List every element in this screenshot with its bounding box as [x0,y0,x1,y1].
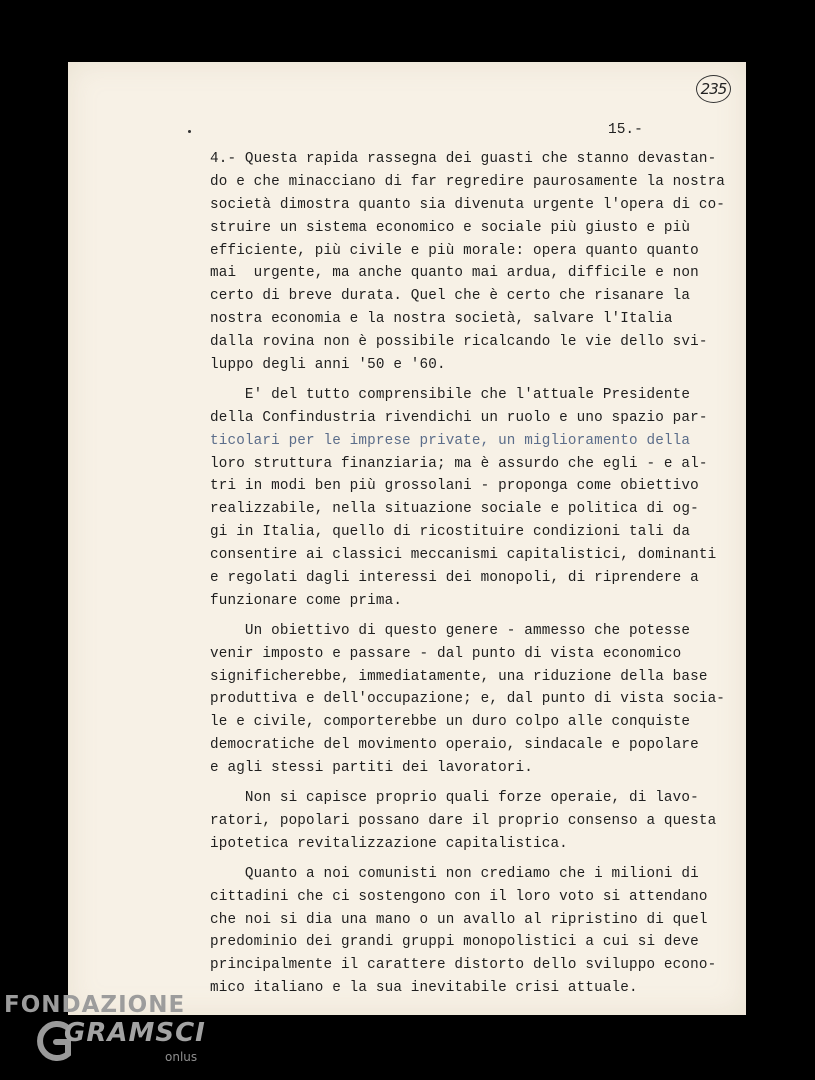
typewritten-body [210,148,740,1000]
document-page [68,62,746,1015]
text-line: mico italiano e la sua inevitabile crisi attuale. [210,980,638,997]
text-line: dalla rovina non è possibile ricalcando le vie dello svi- [210,334,708,351]
text-line: Quanto a noi comunisti non crediamo che i milioni di [210,865,699,882]
text-line: mai urgente, ma anche quanto mai ardua, difficile e non [210,265,699,282]
text-line: le e civile, comporterebbe un duro colpo alle conquiste [210,714,691,731]
text-line: Non si capisce proprio quali forze operaie, di lavo- [210,790,699,807]
text-line: società dimostra quanto sia divenuta urgente l'opera di co- [210,196,726,213]
page-number: 15.- [608,122,643,138]
text-line: ratori, popolari possano dare il proprio consenso a questa [210,812,717,829]
watermark-onlus-text: onlus [165,1050,198,1064]
watermark-gramsci-text: GRAMSCI [64,1018,206,1048]
text-line: ipotetica revitalizzazione capitalistica. [210,835,568,852]
text-line: funzionare come prima. [210,592,403,609]
text-line: produttiva e dell'occupazione; e, dal punto di vista socia- [210,691,726,708]
text-line: Un obiettivo di questo genere - ammesso che potesse [210,622,691,639]
text-line: cittadini che ci sostengono con il loro voto si attendano [210,888,708,905]
text-line: certo di breve durata. Quel che è certo che risanare la [210,288,691,305]
text-line: significherebbe, immediatamente, una riduzione della base [210,668,708,685]
margin-dot [188,130,191,133]
text-line: tri in modi ben più grossolani - proponga come obiettivo [210,478,699,495]
text-line: consentire ai classici meccanismi capitalistici, dominanti [210,547,717,564]
text-line: luppo degli anni '50 e '60. [210,357,446,374]
text-line: struire un sistema economico e sociale più giusto e più [210,219,691,236]
text-line: principalmente il carattere distorto dello sviluppo econo- [210,957,717,974]
text-line: do e che minacciano di far regredire paurosamente la nostra [210,173,726,190]
text-line: venir imposto e passare - dal punto di vista economico [210,645,682,662]
text-line: ticolari per le imprese private, un miglioramento della [210,432,691,449]
text-line: e regolati dagli interessi dei monopoli, di riprendere a [210,570,699,587]
text-line: e agli stessi partiti dei lavoratori. [210,760,533,777]
text-line: gi in Italia, quello di ricostituire condizioni tali da [210,524,691,541]
text-line: che noi si dia una mano o un avallo al ripristino di quel [210,911,708,928]
text-line: democratiche del movimento operaio, sindacale e popolare [210,737,699,754]
text-line: nostra economia e la nostra società, salvare l'Italia [210,311,673,328]
text-line: loro struttura finanziaria; ma è assurdo che egli - e al- [210,455,708,472]
text-line: efficiente, più civile e più morale: opera quanto quanto [210,242,699,259]
text-line: 4.- Questa rapida rassegna dei guasti che stanno devastan- [210,151,717,167]
text-line: realizzabile, nella situazione sociale e politica di og- [210,501,699,518]
archive-number-stamp: 235 [696,75,731,103]
text-line: della Confindustria rivendichi un ruolo e uno spazio par- [210,409,708,426]
text-line: E' del tutto comprensibile che l'attuale Presidente [210,386,691,403]
text-line: predominio dei grandi gruppi monopolistici a cui si deve [210,934,699,951]
watermark-foundation-text: FONDAZIONE [4,992,186,1018]
